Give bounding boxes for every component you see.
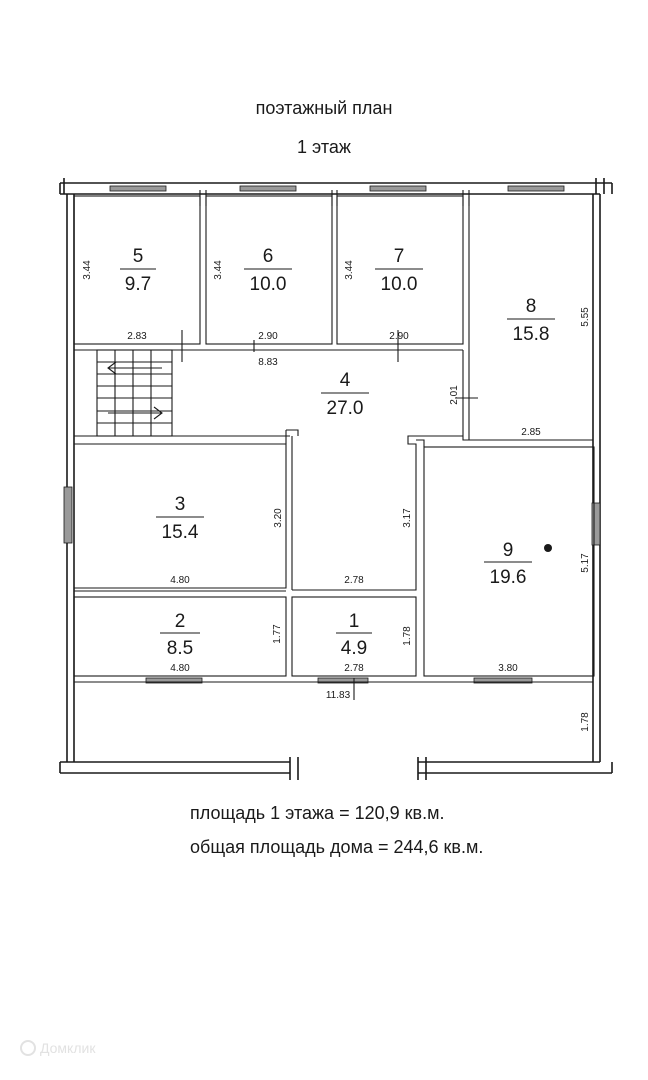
window bbox=[110, 186, 166, 191]
room-1 bbox=[336, 611, 372, 659]
room-number: 4 bbox=[339, 370, 351, 391]
window bbox=[64, 487, 72, 543]
window bbox=[370, 186, 426, 191]
dimension-label: 3.17 bbox=[402, 508, 413, 528]
dimension-label: 2.78 bbox=[344, 575, 364, 586]
room-area: 10.0 bbox=[249, 274, 287, 295]
dimension-label: 4.80 bbox=[170, 663, 190, 674]
room-5 bbox=[120, 246, 156, 295]
total-area-text: общая площадь дома = 244,6 кв.м. bbox=[190, 837, 484, 857]
dimension-label: 2.85 bbox=[521, 427, 541, 438]
dimension-label: 5.17 bbox=[580, 553, 591, 573]
dimension-label: 3.44 bbox=[213, 260, 224, 280]
dimension-label: 1.78 bbox=[580, 712, 591, 732]
room-9 bbox=[484, 540, 552, 588]
watermark-text: Домклик bbox=[40, 1040, 96, 1056]
dimension-label: 3.80 bbox=[498, 663, 518, 674]
logo-icon bbox=[20, 1040, 36, 1056]
dimension-label: 3.44 bbox=[82, 260, 93, 280]
dimension-label: 4.80 bbox=[170, 575, 190, 586]
dimension-label: 11.83 bbox=[325, 690, 351, 701]
dimension-label: 2.83 bbox=[127, 331, 147, 342]
room-area: 10.0 bbox=[380, 274, 418, 295]
room-area: 9.7 bbox=[124, 274, 152, 295]
window bbox=[240, 186, 296, 191]
room-number: 2 bbox=[174, 611, 186, 632]
interior-walls bbox=[74, 190, 594, 700]
room-number: 9 bbox=[502, 540, 514, 561]
floor-label: 1 этаж bbox=[297, 137, 351, 157]
room-number: 8 bbox=[525, 296, 537, 317]
room-4 bbox=[321, 370, 369, 419]
room-area: 15.8 bbox=[512, 324, 550, 345]
dimension-label: 3.44 bbox=[344, 260, 355, 280]
plan-title: поэтажный план bbox=[255, 98, 393, 118]
room-number: 1 bbox=[348, 611, 360, 632]
dimension-label: 5.55 bbox=[580, 307, 591, 327]
room-6 bbox=[244, 246, 292, 295]
room-number: 3 bbox=[174, 494, 186, 515]
room-8 bbox=[507, 296, 555, 345]
window bbox=[508, 186, 564, 191]
dimension-label: 1.78 bbox=[402, 626, 413, 646]
dimension-label: 1.77 bbox=[272, 624, 283, 644]
floor-area-text: площадь 1 этажа = 120,9 кв.м. bbox=[190, 803, 445, 823]
room-area: 27.0 bbox=[326, 398, 364, 419]
room-2 bbox=[160, 611, 200, 659]
room-3 bbox=[156, 494, 204, 543]
room-area: 15.4 bbox=[161, 522, 199, 543]
room-area: 8.5 bbox=[166, 638, 194, 659]
dimension-label: 2.78 bbox=[344, 663, 364, 674]
dimension-label: 2.90 bbox=[389, 331, 409, 342]
watermark bbox=[20, 1040, 95, 1056]
dimension-label: 3.20 bbox=[273, 508, 284, 528]
dimension-label: 2.90 bbox=[258, 331, 278, 342]
window bbox=[592, 503, 600, 545]
dimension-label: 2.01 bbox=[449, 385, 460, 405]
room-area: 19.6 bbox=[489, 567, 527, 588]
room-number: 6 bbox=[262, 246, 274, 267]
room-number: 7 bbox=[393, 246, 405, 267]
room-7 bbox=[375, 246, 423, 295]
room-area: 4.9 bbox=[340, 638, 368, 659]
dimension-label: 8.83 bbox=[258, 357, 278, 368]
room-number: 5 bbox=[132, 246, 144, 267]
